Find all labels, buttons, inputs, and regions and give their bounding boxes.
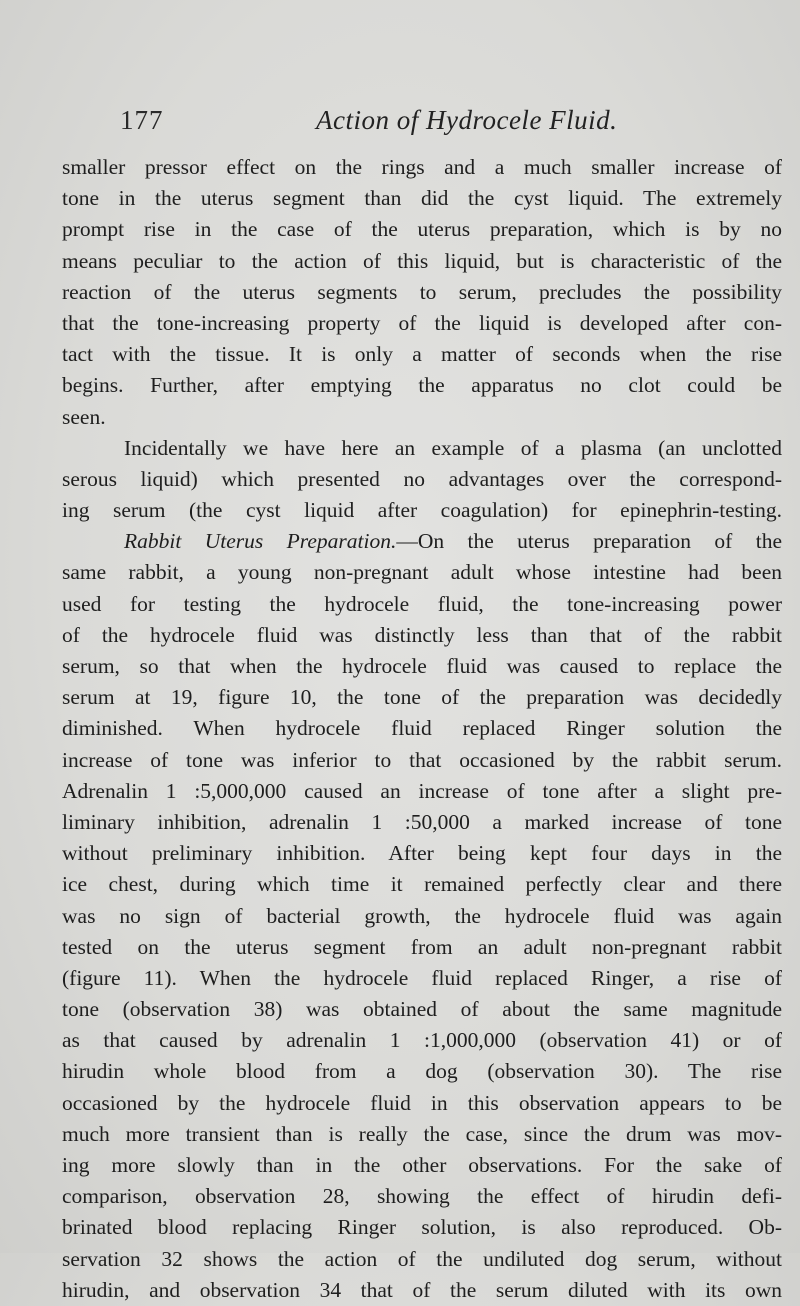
italic-heading: Rabbit Uterus Preparation. xyxy=(124,529,397,554)
text-line: tone in the uterus segment than did the cyst liquid. The extremely xyxy=(62,186,782,211)
text-line: prompt rise in the case of the uterus preparation, which is by no xyxy=(62,217,782,242)
text-line: serous liquid) which presented no advantages over the correspond- xyxy=(62,466,782,491)
text-line-remainder: —On the uterus preparation of the xyxy=(396,529,782,554)
text-line: reaction of the uterus segments to serum, precludes the possibility xyxy=(62,279,782,304)
text-line: hirudin whole blood from a dog (observation 30). The rise xyxy=(62,1059,782,1084)
running-head xyxy=(120,105,780,145)
text-line: (figure 11). When the hydrocele fluid replaced Ringer, a rise of xyxy=(62,965,782,990)
paragraph-heading-line xyxy=(62,526,782,557)
text-line: Incidentally we have here an example of a plasma (an unclotted xyxy=(124,435,782,460)
text-line: occasioned by the hydrocele fluid in this observation appears to be xyxy=(62,1090,782,1115)
text-line: seen. xyxy=(62,404,106,429)
text-line: ing more slowly than in the other observations. For the sake of xyxy=(62,1153,782,1177)
running-title: Action of Hydrocele Fluid. xyxy=(316,105,618,135)
text-line: Adrenalin 1 :5,000,000 caused an increase of tone after a slight pre- xyxy=(62,778,782,803)
text-line: means peculiar to the action of this liquid, but is characteristic of the xyxy=(62,248,782,273)
text-line: smaller pressor effect on the rings and a much smaller increase of xyxy=(62,155,782,179)
body-text xyxy=(62,152,782,1306)
text-line: hirudin, and observation 34 that of the serum diluted with its own xyxy=(62,1277,782,1302)
text-line: liminary inhibition, adrenalin 1 :50,000 a marked increase of tone xyxy=(62,809,782,834)
text-line: begins. Further, after emptying the apparatus no clot could be xyxy=(62,373,782,398)
page-number: 177 xyxy=(120,105,164,135)
text-line: of the hydrocele fluid was distinctly less than that of the rabbit xyxy=(62,622,782,647)
text-line: without preliminary inhibition. After being kept four days in the xyxy=(62,841,782,866)
text-line: ing serum (the cyst liquid after coagulation) for epinephrin-testing. xyxy=(62,498,782,523)
text-line: serum at 19, figure 10, the tone of the preparation was decidedly xyxy=(62,685,782,710)
text-line: serum, so that when the hydrocele fluid was caused to replace the xyxy=(62,654,782,678)
text-line: tact with the tissue. It is only a matter of seconds when the rise xyxy=(62,342,782,367)
text-line: tested on the uterus segment from an adult non-pregnant rabbit xyxy=(62,934,782,959)
text-line: used for testing the hydrocele fluid, the tone-increasing power xyxy=(62,591,782,616)
text-line: servation 32 shows the action of the undiluted dog serum, without xyxy=(62,1246,782,1271)
text-line: ice chest, during which time it remained perfectly clear and there xyxy=(62,872,782,897)
text-line: as that caused by adrenalin 1 :1,000,000 (observation 41) or of xyxy=(62,1028,782,1053)
text-line: diminished. When hydrocele fluid replaced Ringer solution the xyxy=(62,716,782,741)
text-line: much more transient than is really the case, since the drum was mov- xyxy=(62,1121,782,1146)
text-line: brinated blood replacing Ringer solution, is also reproduced. Ob- xyxy=(62,1215,782,1240)
text-line: tone (observation 38) was obtained of about the same magnitude xyxy=(62,997,782,1022)
text-line: comparison, observation 28, showing the effect of hirudin defi- xyxy=(62,1184,782,1209)
text-line: same rabbit, a young non-pregnant adult whose intestine had been xyxy=(62,560,782,585)
text-line: that the tone-increasing property of the liquid is developed after con- xyxy=(62,310,782,335)
text-line: was no sign of bacterial growth, the hydrocele fluid was again xyxy=(62,903,782,928)
text-line: increase of tone was inferior to that occasioned by the rabbit serum. xyxy=(62,747,782,772)
